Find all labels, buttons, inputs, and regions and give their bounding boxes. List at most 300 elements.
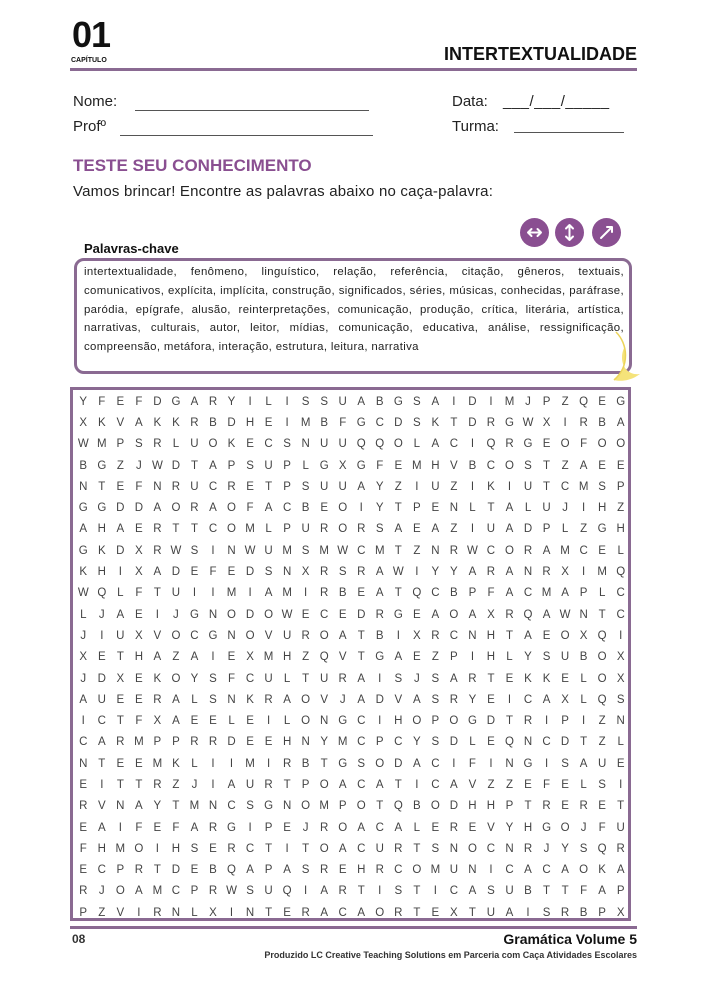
- grid-letter[interactable]: I: [266, 757, 271, 770]
- grid-letter[interactable]: S: [375, 523, 384, 536]
- grid-letter[interactable]: F: [135, 480, 143, 493]
- grid-letter[interactable]: P: [283, 523, 291, 536]
- grid-letter[interactable]: U: [597, 757, 607, 770]
- grid-letter[interactable]: U: [320, 672, 329, 685]
- grid-letter[interactable]: C: [523, 693, 533, 706]
- grid-letter[interactable]: A: [338, 629, 347, 642]
- grid-letter[interactable]: A: [135, 885, 143, 898]
- grid-letter[interactable]: A: [357, 480, 366, 493]
- grid-letter[interactable]: I: [582, 502, 586, 515]
- grid-letter[interactable]: O: [171, 629, 181, 642]
- grid-letter[interactable]: H: [486, 800, 496, 813]
- grid-letter[interactable]: O: [616, 438, 626, 451]
- grid-letter[interactable]: A: [190, 651, 199, 664]
- grid-letter[interactable]: Q: [356, 438, 366, 451]
- grid-letter[interactable]: L: [117, 587, 124, 600]
- grid-letter[interactable]: O: [412, 715, 422, 728]
- grid-letter[interactable]: R: [338, 672, 347, 685]
- grid-letter[interactable]: S: [561, 757, 569, 770]
- grid-letter[interactable]: A: [227, 778, 236, 791]
- grid-letter[interactable]: T: [413, 906, 421, 919]
- grid-letter[interactable]: Y: [431, 566, 440, 579]
- grid-letter[interactable]: E: [190, 566, 199, 579]
- grid-letter[interactable]: R: [542, 566, 551, 579]
- grid-letter[interactable]: A: [598, 885, 606, 898]
- grid-letter[interactable]: R: [394, 906, 403, 919]
- grid-letter[interactable]: D: [171, 459, 181, 472]
- grid-letter[interactable]: Y: [412, 736, 421, 749]
- grid-letter[interactable]: C: [245, 672, 255, 685]
- grid-letter[interactable]: X: [246, 651, 254, 664]
- grid-letter[interactable]: T: [580, 736, 588, 749]
- grid-letter[interactable]: P: [505, 800, 514, 813]
- grid-letter[interactable]: J: [580, 821, 587, 834]
- grid-letter[interactable]: N: [153, 480, 162, 493]
- grid-letter[interactable]: U: [264, 459, 273, 472]
- grid-letter[interactable]: C: [97, 864, 106, 877]
- grid-letter[interactable]: A: [283, 864, 291, 877]
- grid-letter[interactable]: O: [430, 800, 440, 813]
- grid-letter[interactable]: B: [579, 906, 588, 919]
- grid-letter[interactable]: I: [452, 757, 456, 770]
- grid-letter[interactable]: O: [505, 459, 514, 472]
- grid-letter[interactable]: W: [466, 544, 478, 557]
- grid-letter[interactable]: Y: [561, 842, 569, 855]
- grid-letter[interactable]: I: [248, 395, 252, 408]
- grid-letter[interactable]: I: [100, 629, 104, 642]
- grid-letter[interactable]: P: [542, 523, 551, 536]
- grid-letter[interactable]: I: [211, 778, 215, 791]
- grid-letter[interactable]: O: [505, 544, 514, 557]
- grid-letter[interactable]: G: [78, 544, 88, 557]
- grid-letter[interactable]: K: [153, 672, 162, 685]
- grid-letter[interactable]: D: [153, 395, 162, 408]
- grid-letter[interactable]: F: [246, 502, 254, 515]
- grid-letter[interactable]: Z: [172, 651, 180, 664]
- grid-letter[interactable]: T: [320, 757, 328, 770]
- grid-letter[interactable]: F: [468, 757, 476, 770]
- grid-letter[interactable]: P: [598, 906, 606, 919]
- grid-letter[interactable]: R: [134, 864, 144, 877]
- grid-letter[interactable]: X: [616, 672, 625, 685]
- grid-letter[interactable]: I: [582, 566, 586, 579]
- grid-letter[interactable]: U: [245, 778, 255, 791]
- grid-letter[interactable]: T: [153, 587, 161, 600]
- grid-letter[interactable]: B: [79, 459, 88, 472]
- grid-letter[interactable]: O: [597, 438, 607, 451]
- grid-letter[interactable]: N: [79, 480, 88, 493]
- grid-letter[interactable]: I: [415, 566, 419, 579]
- grid-letter[interactable]: T: [357, 885, 365, 898]
- grid-letter[interactable]: B: [579, 651, 588, 664]
- grid-letter[interactable]: I: [229, 757, 234, 770]
- grid-letter[interactable]: V: [394, 693, 403, 706]
- grid-letter[interactable]: U: [486, 906, 496, 919]
- grid-letter[interactable]: A: [412, 757, 421, 770]
- grid-letter[interactable]: E: [227, 566, 236, 579]
- grid-letter[interactable]: O: [208, 438, 218, 451]
- grid-letter[interactable]: S: [301, 864, 310, 877]
- grid-letter[interactable]: W: [522, 416, 534, 429]
- grid-letter[interactable]: A: [283, 693, 291, 706]
- grid-letter[interactable]: A: [79, 523, 88, 536]
- teacher-field[interactable]: [120, 135, 373, 136]
- grid-letter[interactable]: S: [338, 566, 347, 579]
- grid-letter[interactable]: B: [209, 864, 217, 877]
- grid-letter[interactable]: R: [190, 416, 199, 429]
- grid-letter[interactable]: M: [319, 800, 329, 813]
- grid-letter[interactable]: I: [544, 757, 549, 770]
- grid-letter[interactable]: A: [357, 821, 366, 834]
- grid-letter[interactable]: C: [171, 885, 181, 898]
- grid-letter[interactable]: T: [116, 778, 124, 791]
- grid-letter[interactable]: E: [598, 459, 606, 472]
- grid-letter[interactable]: A: [542, 608, 551, 621]
- grid-letter[interactable]: O: [338, 523, 348, 536]
- grid-letter[interactable]: L: [265, 523, 272, 536]
- grid-letter[interactable]: P: [153, 736, 162, 749]
- grid-letter[interactable]: M: [152, 757, 163, 770]
- grid-letter[interactable]: I: [563, 416, 567, 429]
- grid-letter[interactable]: Z: [116, 459, 124, 472]
- grid-letter[interactable]: R: [486, 566, 496, 579]
- grid-letter[interactable]: H: [431, 459, 440, 472]
- grid-letter[interactable]: I: [470, 480, 475, 493]
- grid-letter[interactable]: F: [209, 566, 217, 579]
- grid-letter[interactable]: S: [431, 672, 440, 685]
- grid-letter[interactable]: C: [375, 821, 384, 834]
- grid-letter[interactable]: I: [378, 715, 382, 728]
- grid-letter[interactable]: Q: [412, 587, 422, 600]
- grid-letter[interactable]: P: [412, 502, 421, 515]
- grid-letter[interactable]: S: [190, 544, 199, 557]
- grid-letter[interactable]: T: [394, 502, 402, 515]
- grid-letter[interactable]: K: [172, 416, 180, 429]
- grid-letter[interactable]: U: [97, 693, 106, 706]
- grid-letter[interactable]: I: [81, 715, 85, 728]
- grid-letter[interactable]: A: [116, 523, 125, 536]
- grid-letter[interactable]: E: [598, 395, 606, 408]
- grid-letter[interactable]: R: [153, 778, 162, 791]
- grid-letter[interactable]: M: [282, 587, 292, 600]
- grid-letter[interactable]: X: [338, 459, 347, 472]
- grid-letter[interactable]: C: [431, 587, 440, 600]
- grid-letter[interactable]: G: [356, 459, 366, 472]
- grid-letter[interactable]: U: [264, 885, 273, 898]
- grid-letter[interactable]: S: [320, 395, 328, 408]
- grid-letter[interactable]: T: [190, 523, 198, 536]
- grid-letter[interactable]: R: [171, 480, 181, 493]
- grid-letter[interactable]: G: [467, 715, 477, 728]
- grid-letter[interactable]: T: [543, 459, 551, 472]
- grid-letter[interactable]: N: [171, 906, 181, 919]
- grid-letter[interactable]: A: [153, 566, 162, 579]
- grid-letter[interactable]: E: [135, 757, 143, 770]
- grid-letter[interactable]: R: [208, 736, 218, 749]
- grid-letter[interactable]: A: [542, 544, 551, 557]
- grid-letter[interactable]: P: [283, 459, 291, 472]
- grid-letter[interactable]: U: [190, 438, 199, 451]
- grid-letter[interactable]: I: [470, 651, 475, 664]
- grid-letter[interactable]: D: [375, 693, 384, 706]
- grid-letter[interactable]: L: [283, 715, 291, 728]
- grid-letter[interactable]: Q: [282, 885, 292, 898]
- grid-letter[interactable]: L: [580, 778, 587, 791]
- grid-letter[interactable]: X: [135, 544, 143, 557]
- grid-letter[interactable]: S: [394, 885, 403, 898]
- grid-letter[interactable]: W: [77, 438, 89, 451]
- grid-letter[interactable]: K: [487, 480, 495, 493]
- grid-letter[interactable]: I: [378, 672, 382, 685]
- grid-letter[interactable]: D: [116, 544, 125, 557]
- grid-letter[interactable]: E: [116, 757, 125, 770]
- grid-letter[interactable]: E: [135, 523, 143, 536]
- grid-letter[interactable]: I: [211, 757, 215, 770]
- grid-letter[interactable]: S: [246, 459, 254, 472]
- grid-letter[interactable]: Q: [616, 566, 626, 579]
- grid-letter[interactable]: I: [118, 821, 122, 834]
- grid-letter[interactable]: M: [97, 438, 107, 451]
- grid-letter[interactable]: A: [97, 736, 106, 749]
- grid-letter[interactable]: U: [116, 629, 125, 642]
- grid-letter[interactable]: A: [209, 459, 217, 472]
- grid-letter[interactable]: G: [616, 395, 626, 408]
- grid-letter[interactable]: R: [375, 864, 384, 877]
- grid-letter[interactable]: A: [394, 821, 403, 834]
- grid-letter[interactable]: C: [375, 416, 384, 429]
- grid-letter[interactable]: D: [394, 416, 403, 429]
- grid-letter[interactable]: N: [523, 566, 533, 579]
- grid-letter[interactable]: A: [524, 629, 532, 642]
- grid-letter[interactable]: Z: [561, 395, 569, 408]
- grid-letter[interactable]: M: [134, 736, 144, 749]
- grid-letter[interactable]: R: [449, 693, 459, 706]
- grid-letter[interactable]: S: [412, 395, 421, 408]
- grid-letter[interactable]: C: [486, 459, 496, 472]
- grid-letter[interactable]: C: [357, 715, 366, 728]
- grid-letter[interactable]: A: [505, 906, 514, 919]
- grid-letter[interactable]: D: [134, 502, 144, 515]
- grid-letter[interactable]: A: [209, 502, 217, 515]
- grid-letter[interactable]: E: [283, 906, 291, 919]
- grid-letter[interactable]: R: [301, 629, 310, 642]
- grid-letter[interactable]: F: [228, 672, 236, 685]
- grid-letter[interactable]: P: [264, 864, 273, 877]
- grid-letter[interactable]: H: [97, 842, 106, 855]
- grid-letter[interactable]: I: [211, 587, 215, 600]
- grid-letter[interactable]: S: [542, 651, 551, 664]
- grid-letter[interactable]: R: [431, 629, 440, 642]
- grid-letter[interactable]: T: [172, 800, 180, 813]
- grid-letter[interactable]: T: [302, 672, 310, 685]
- grid-letter[interactable]: I: [415, 778, 419, 791]
- grid-letter[interactable]: P: [579, 587, 588, 600]
- grid-letter[interactable]: N: [301, 736, 310, 749]
- grid-letter[interactable]: C: [320, 608, 329, 621]
- grid-letter[interactable]: J: [173, 608, 179, 621]
- grid-letter[interactable]: Y: [227, 395, 236, 408]
- grid-letter[interactable]: I: [489, 757, 493, 770]
- grid-letter[interactable]: J: [525, 395, 531, 408]
- grid-letter[interactable]: J: [80, 672, 87, 685]
- grid-letter[interactable]: E: [246, 480, 254, 493]
- grid-letter[interactable]: K: [227, 438, 236, 451]
- grid-letter[interactable]: F: [135, 395, 143, 408]
- grid-letter[interactable]: I: [582, 715, 586, 728]
- grid-letter[interactable]: I: [489, 395, 493, 408]
- grid-letter[interactable]: C: [523, 587, 533, 600]
- grid-letter[interactable]: E: [116, 693, 125, 706]
- grid-letter[interactable]: S: [301, 395, 310, 408]
- grid-letter[interactable]: D: [245, 566, 255, 579]
- grid-letter[interactable]: P: [616, 885, 625, 898]
- grid-letter[interactable]: S: [598, 778, 606, 791]
- grid-letter[interactable]: X: [209, 906, 217, 919]
- grid-letter[interactable]: T: [302, 842, 310, 855]
- grid-letter[interactable]: H: [282, 651, 292, 664]
- grid-letter[interactable]: O: [227, 502, 236, 515]
- grid-letter[interactable]: C: [616, 587, 625, 600]
- grid-letter[interactable]: R: [542, 800, 551, 813]
- grid-letter[interactable]: I: [211, 651, 215, 664]
- grid-letter[interactable]: C: [431, 778, 440, 791]
- grid-letter[interactable]: O: [375, 757, 385, 770]
- grid-letter[interactable]: I: [452, 395, 456, 408]
- grid-letter[interactable]: O: [393, 438, 403, 451]
- grid-letter[interactable]: Q: [486, 438, 496, 451]
- grid-letter[interactable]: G: [264, 800, 274, 813]
- grid-letter[interactable]: U: [338, 480, 347, 493]
- grid-letter[interactable]: K: [524, 672, 532, 685]
- grid-letter[interactable]: J: [562, 502, 568, 515]
- grid-letter[interactable]: I: [470, 523, 475, 536]
- grid-letter[interactable]: P: [283, 480, 291, 493]
- grid-letter[interactable]: O: [560, 821, 570, 834]
- grid-letter[interactable]: U: [320, 438, 329, 451]
- grid-letter[interactable]: I: [285, 842, 289, 855]
- grid-letter[interactable]: L: [191, 693, 198, 706]
- grid-letter[interactable]: P: [431, 715, 440, 728]
- grid-letter[interactable]: B: [338, 587, 347, 600]
- grid-letter[interactable]: Z: [302, 651, 310, 664]
- grid-letter[interactable]: D: [394, 757, 403, 770]
- grid-letter[interactable]: X: [412, 629, 421, 642]
- grid-letter[interactable]: M: [337, 736, 348, 749]
- grid-letter[interactable]: V: [450, 459, 458, 472]
- grid-letter[interactable]: A: [579, 459, 588, 472]
- grid-letter[interactable]: T: [394, 544, 402, 557]
- grid-letter[interactable]: T: [487, 502, 495, 515]
- grid-letter[interactable]: R: [282, 757, 292, 770]
- grid-letter[interactable]: Y: [524, 651, 532, 664]
- grid-letter[interactable]: G: [542, 821, 552, 834]
- grid-letter[interactable]: A: [97, 821, 106, 834]
- grid-letter[interactable]: Q: [319, 651, 329, 664]
- grid-letter[interactable]: E: [190, 864, 199, 877]
- grid-letter[interactable]: A: [375, 566, 384, 579]
- grid-letter[interactable]: G: [189, 608, 199, 621]
- grid-letter[interactable]: F: [376, 459, 384, 472]
- grid-letter[interactable]: X: [79, 651, 88, 664]
- grid-letter[interactable]: A: [579, 757, 588, 770]
- grid-letter[interactable]: O: [301, 800, 311, 813]
- grid-letter[interactable]: T: [265, 842, 273, 855]
- grid-letter[interactable]: G: [393, 608, 403, 621]
- grid-letter[interactable]: R: [523, 544, 533, 557]
- grid-letter[interactable]: E: [246, 715, 254, 728]
- grid-letter[interactable]: P: [561, 715, 569, 728]
- grid-letter[interactable]: A: [357, 906, 366, 919]
- grid-letter[interactable]: B: [524, 885, 532, 898]
- grid-letter[interactable]: Y: [153, 800, 162, 813]
- grid-letter[interactable]: Y: [190, 672, 199, 685]
- grid-letter[interactable]: Z: [487, 778, 495, 791]
- grid-letter[interactable]: E: [561, 800, 569, 813]
- grid-letter[interactable]: T: [413, 842, 421, 855]
- grid-letter[interactable]: N: [301, 438, 310, 451]
- grid-letter[interactable]: S: [431, 693, 440, 706]
- grid-letter[interactable]: O: [449, 608, 459, 621]
- grid-letter[interactable]: G: [338, 757, 348, 770]
- grid-letter[interactable]: G: [208, 629, 218, 642]
- grid-letter[interactable]: N: [523, 736, 533, 749]
- grid-letter[interactable]: I: [304, 885, 308, 898]
- grid-letter[interactable]: E: [598, 800, 606, 813]
- grid-letter[interactable]: E: [561, 672, 569, 685]
- grid-letter[interactable]: A: [153, 502, 162, 515]
- grid-letter[interactable]: J: [302, 821, 309, 834]
- grid-letter[interactable]: E: [116, 395, 125, 408]
- grid-letter[interactable]: I: [192, 587, 197, 600]
- class-field[interactable]: [514, 132, 624, 133]
- grid-letter[interactable]: T: [116, 651, 124, 664]
- grid-letter[interactable]: Z: [561, 459, 569, 472]
- grid-letter[interactable]: D: [116, 502, 125, 515]
- grid-letter[interactable]: Q: [597, 693, 607, 706]
- grid-letter[interactable]: T: [561, 885, 569, 898]
- grid-letter[interactable]: C: [449, 629, 459, 642]
- grid-letter[interactable]: E: [264, 736, 273, 749]
- grid-letter[interactable]: I: [507, 693, 512, 706]
- grid-letter[interactable]: E: [524, 778, 532, 791]
- grid-letter[interactable]: E: [616, 459, 625, 472]
- grid-letter[interactable]: D: [245, 608, 255, 621]
- grid-letter[interactable]: O: [579, 864, 589, 877]
- grid-letter[interactable]: A: [468, 608, 477, 621]
- grid-letter[interactable]: C: [208, 523, 218, 536]
- grid-letter[interactable]: S: [209, 693, 217, 706]
- grid-letter[interactable]: P: [542, 395, 551, 408]
- grid-letter[interactable]: J: [80, 629, 87, 642]
- grid-letter[interactable]: Z: [413, 544, 421, 557]
- grid-letter[interactable]: C: [357, 778, 366, 791]
- grid-letter[interactable]: P: [338, 800, 347, 813]
- grid-letter[interactable]: O: [171, 502, 181, 515]
- grid-letter[interactable]: H: [616, 523, 625, 536]
- grid-letter[interactable]: E: [135, 672, 143, 685]
- grid-letter[interactable]: A: [431, 523, 440, 536]
- grid-letter[interactable]: U: [486, 523, 496, 536]
- grid-letter[interactable]: H: [97, 523, 106, 536]
- grid-letter[interactable]: E: [116, 480, 125, 493]
- grid-letter[interactable]: L: [191, 906, 198, 919]
- grid-letter[interactable]: Y: [468, 693, 477, 706]
- grid-letter[interactable]: X: [116, 672, 125, 685]
- grid-letter[interactable]: I: [229, 906, 234, 919]
- grid-letter[interactable]: Z: [450, 523, 458, 536]
- grid-letter[interactable]: A: [412, 693, 421, 706]
- grid-letter[interactable]: H: [523, 821, 533, 834]
